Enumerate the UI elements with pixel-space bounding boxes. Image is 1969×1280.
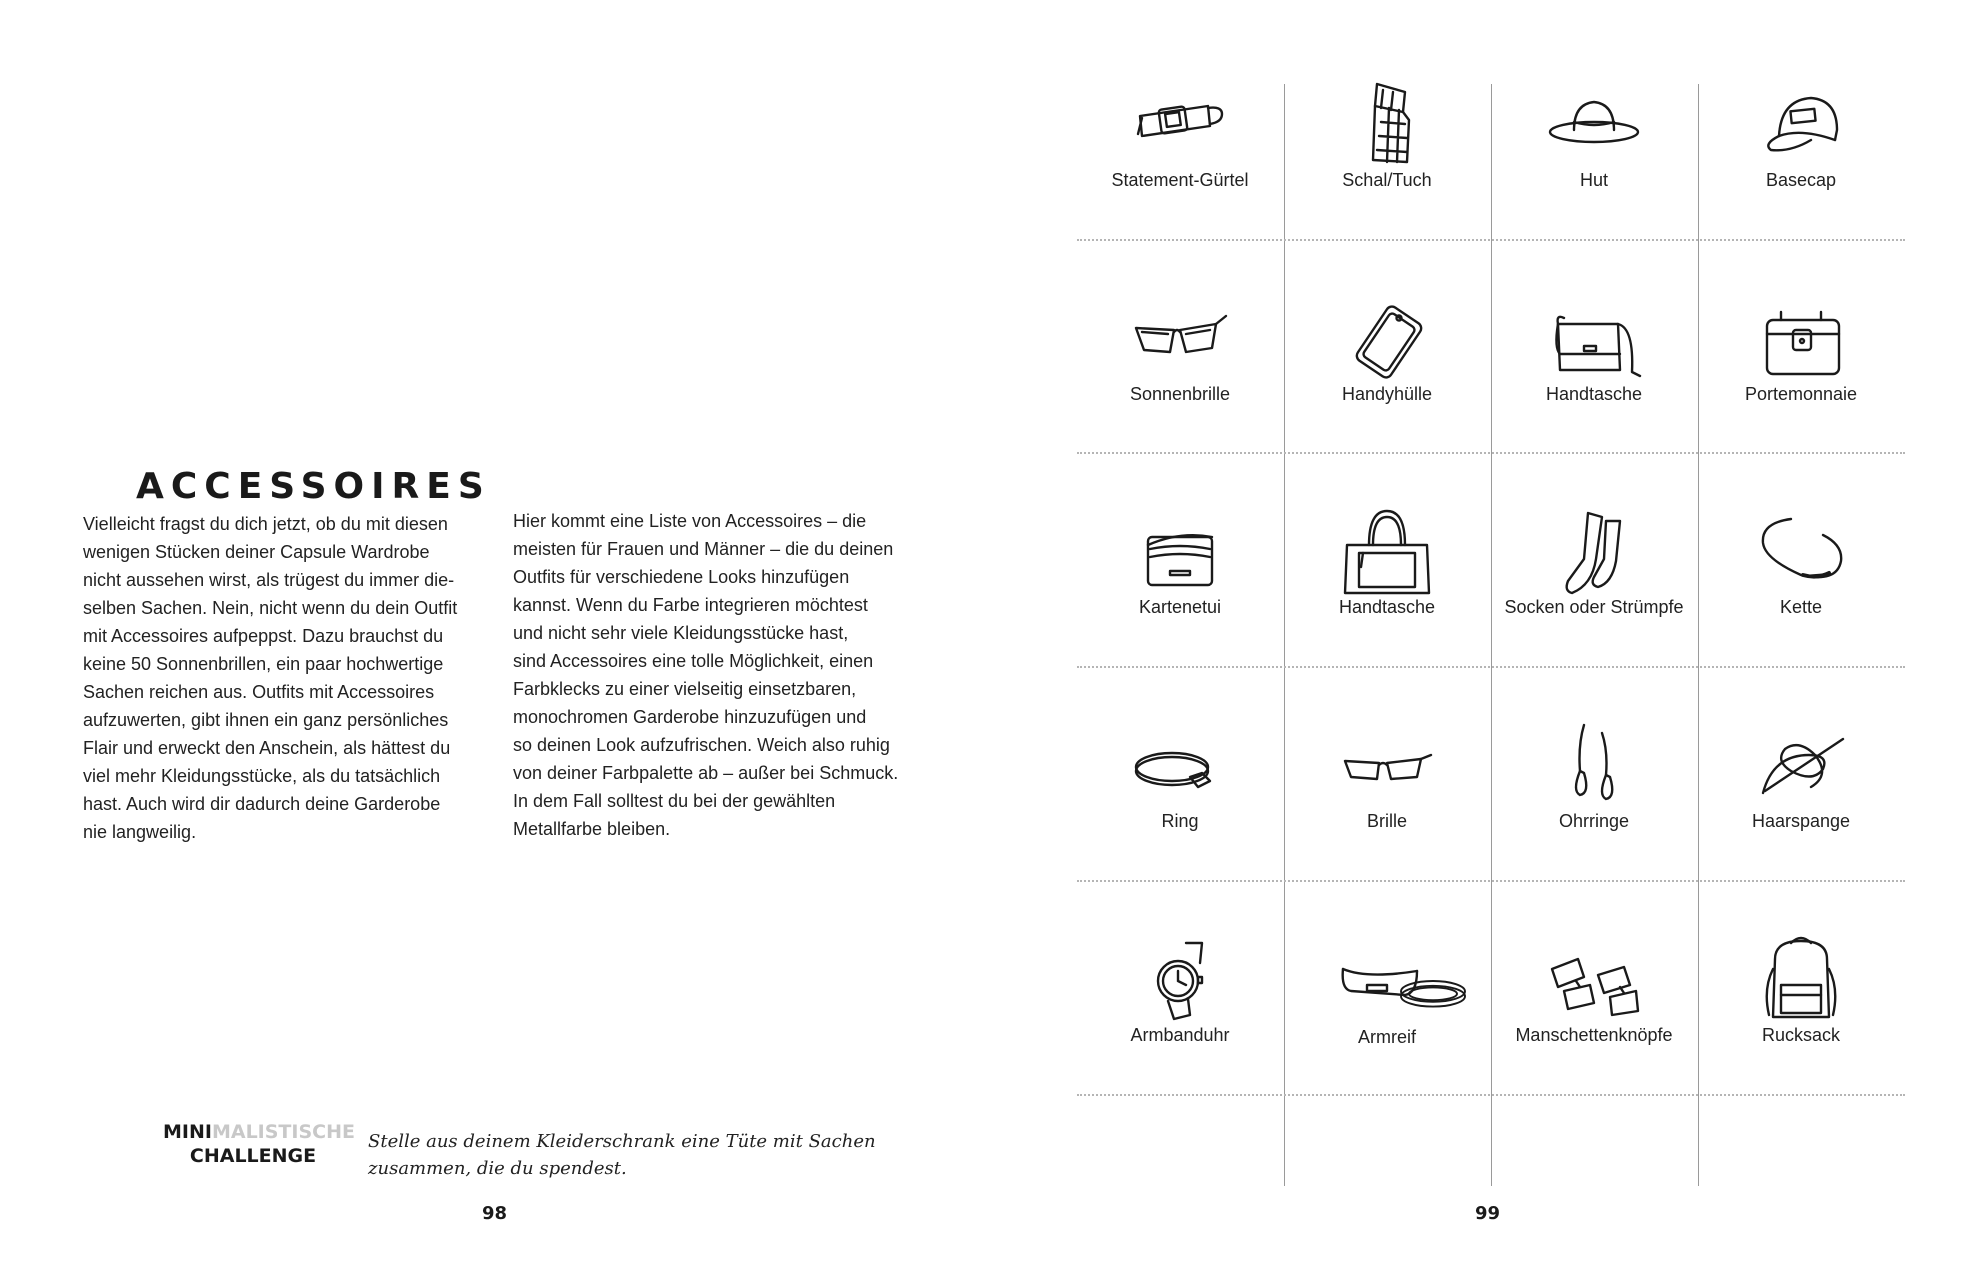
bangle-icon — [1393, 953, 1473, 1033]
backpack-icon — [1751, 929, 1851, 1029]
text-line: meisten für Frauen und Männer – die du deinen — [513, 539, 894, 559]
text-line: und nicht sehr viele Kleidungsstücke hast, — [513, 623, 849, 643]
item-label: Basecap — [1765, 170, 1837, 190]
item-label: Sonnenbrille — [1129, 384, 1231, 404]
challenge-word: CHALLENGE — [189, 1145, 317, 1167]
text-line: so deinen Look aufzufrischen. Weich also ruhig — [513, 735, 890, 755]
item-label: Handtasche — [1545, 384, 1643, 404]
challenge-mini: MINI — [163, 1121, 212, 1143]
item-label: Schal/Tuch — [1342, 170, 1432, 190]
text-column-2 — [513, 507, 933, 843]
text-line: Outfits für verschiedene Looks hinzufügen — [513, 567, 850, 587]
page-number-right: 99 — [1475, 1203, 1501, 1224]
text-line: wenigen Stücken deiner Capsule Wardrobe — [83, 542, 430, 562]
text-line: In dem Fall solltest du bei der gewählten — [513, 791, 836, 811]
page-number-left: 98 — [482, 1203, 508, 1224]
text-line: kannst. Wenn du Farbe integrieren möchtest — [513, 595, 868, 615]
grid-item — [1284, 276, 1490, 490]
item-label: Hut — [1579, 170, 1608, 190]
item-label: Statement-Gürtel — [1111, 170, 1249, 190]
grid-item — [1284, 489, 1490, 703]
grid-item — [1698, 62, 1904, 276]
text-line: Sachen reichen aus. Outfits mit Accessoires — [83, 682, 435, 702]
challenge-label — [163, 1120, 355, 1168]
text-line: nie langweilig. — [83, 822, 197, 842]
text-line: sind Accessoires eine tolle Möglichkeit, einen — [513, 651, 874, 671]
text-line: nicht aussehen wirst, als trügest du immer die- — [83, 570, 455, 590]
tote-bag-icon — [1337, 501, 1437, 601]
item-label: Kette — [1779, 597, 1823, 617]
text-line: aufzuwerten, gibt ihnen ein ganz persönliches — [83, 710, 449, 730]
cap-icon — [1751, 74, 1851, 174]
hat-icon — [1544, 74, 1644, 174]
challenge-malistische: MALISTISCHE — [211, 1121, 355, 1143]
sunglasses-icon — [1130, 288, 1230, 388]
watch-icon — [1130, 929, 1230, 1029]
grid-item — [1491, 917, 1697, 1131]
accessories-grid — [1077, 84, 1905, 1186]
grid-item — [1284, 703, 1490, 917]
phone-case-icon — [1337, 288, 1437, 388]
earrings-icon — [1544, 715, 1644, 815]
text-line: Vielleicht fragst du dich jetzt, ob du mit diesen — [83, 514, 448, 534]
challenge-text-line: Stelle aus deinem Kleiderschrank eine Tüte mit Sachen — [368, 1131, 876, 1152]
item-label: Armbanduhr — [1130, 1025, 1230, 1045]
grid-item — [1491, 703, 1697, 917]
handbag-icon — [1544, 288, 1644, 388]
item-label: Handtasche — [1338, 597, 1436, 617]
grid-item — [1491, 489, 1697, 703]
item-label: Ohrringe — [1558, 811, 1630, 831]
text-line: selben Sachen. Nein, nicht wenn du dein Outfit — [83, 598, 458, 618]
text-line: Metallfarbe bleiben. — [513, 819, 671, 839]
challenge-text — [368, 1128, 888, 1182]
text-line: monochromen Garderobe hinzuzufügen und — [513, 707, 867, 727]
text-line: hast. Auch wird dir dadurch deine Garderobe — [83, 794, 441, 814]
item-label: Portemonnaie — [1744, 384, 1858, 404]
item-label: Handyhülle — [1341, 384, 1433, 404]
necklace-icon — [1751, 501, 1851, 601]
text-line: Flair und erweckt den Anschein, als hättest du — [83, 738, 451, 758]
item-label: Rucksack — [1761, 1025, 1841, 1045]
item-label: Haarspange — [1751, 811, 1851, 831]
grid-item — [1698, 489, 1904, 703]
grid-item — [1077, 489, 1283, 703]
text-line: von deiner Farbpalette ab – außer bei Schmuck. — [513, 763, 899, 783]
item-label: Brille — [1366, 811, 1407, 831]
grid-item — [1698, 917, 1904, 1131]
hair-clip-icon — [1751, 715, 1851, 815]
socks-icon — [1544, 501, 1644, 601]
text-line: keine 50 Sonnenbrillen, ein paar hochwertige — [83, 654, 444, 674]
card-case-icon — [1130, 501, 1230, 601]
ring-icon — [1130, 715, 1230, 815]
text-line: viel mehr Kleidungsstücke, als du tatsächlich — [83, 766, 441, 786]
item-label: Armreif — [1358, 1027, 1416, 1047]
belt-icon — [1130, 74, 1230, 174]
text-line: Hier kommt eine Liste von Accessoires – die — [513, 511, 867, 531]
grid-item — [1491, 62, 1697, 276]
grid-item — [1284, 62, 1490, 276]
grid-item — [1077, 276, 1283, 490]
challenge-text-line: zusammen, die du spendest. — [368, 1158, 627, 1179]
grid-item — [1491, 276, 1697, 490]
scarf-icon — [1337, 74, 1437, 174]
cufflinks-icon — [1544, 929, 1644, 1029]
item-label: Socken oder Strümpfe — [1504, 597, 1684, 617]
text-line: Farbklecks zu einer vielseitig einsetzbaren, — [513, 679, 857, 699]
grid-item — [1077, 703, 1283, 917]
text-line: mit Accessoires aufpeppst. Dazu brauchst du — [83, 626, 444, 646]
item-label: Kartenetui — [1138, 597, 1222, 617]
grid-item — [1698, 703, 1904, 917]
grid-item — [1698, 276, 1904, 490]
text-column-1 — [83, 510, 483, 846]
grid-item — [1077, 62, 1283, 276]
grid-item — [1077, 917, 1283, 1131]
item-label: Ring — [1161, 811, 1199, 831]
glasses-icon — [1337, 715, 1437, 815]
wallet-icon — [1751, 288, 1851, 388]
item-label: Manschettenknöpfe — [1515, 1025, 1673, 1045]
section-heading: ACCESSOIRES — [136, 466, 491, 507]
